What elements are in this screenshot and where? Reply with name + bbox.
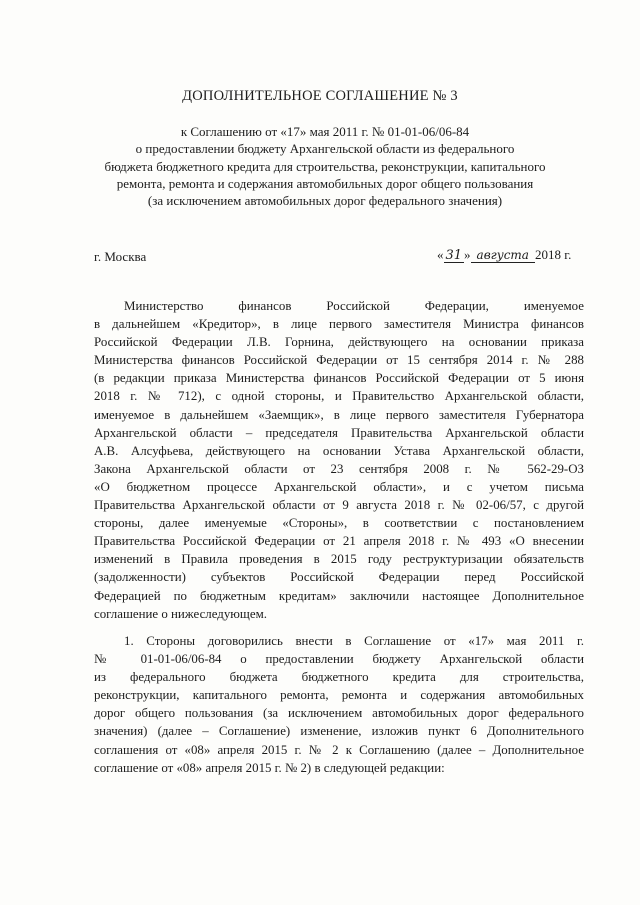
paragraph-line: дорог общего пользования (за исключением автомобильных дорог федерального [94,706,584,721]
subtitle-line: (за исключением автомобильных дорог федерального значения) [147,193,503,209]
paragraph-line: значения) (далее – Соглашение) изменение, изложив пункт 6 Дополнительного [94,724,584,739]
paragraph-line: 2018 г. № 712), с одной стороны, и Правительство Архангельской области, [94,389,584,404]
date-month-handwritten: августа [471,249,535,263]
paragraph-line: Правительства Архангельской области от 9 августа 2018 г. № 02-06/57, с другой [94,498,584,513]
paragraph-line: Министерства финансов Российской Федерации от 15 сентября 2014 г. № 288 [94,353,584,368]
signing-place: г. Москва [94,249,147,264]
date-day-handwritten: 31 [445,248,463,263]
subtitle-line: ремонта, ремонта и содержания автомобильных дорог общего пользования [116,175,534,191]
date-open-quote: « [437,247,444,262]
paragraph-line: именуемое в дальнейшем «Заемщик», в лице первого заместителя Губернатора [94,407,584,422]
document-subtitle [95,123,555,209]
paragraph-line: соглашение от «08» апреля 2015 г. № 2) в следующей редакции: [94,760,445,775]
subtitle-line: к Соглашению от «17» мая 2011 г. № 01-01-06/06-84 [180,124,470,139]
paragraph-line: «О бюджетном процессе Архангельской области», и с учетом письма [94,479,584,494]
paragraph-line: (в редакции приказа Министерства финансов Российской Федерации от 5 июня [94,371,584,386]
date-close-quote: » [464,247,471,262]
clause-1-paragraph [94,632,584,777]
paragraph-line: Российской Федерации Л.В. Горнина, действующего на основании приказа [94,335,584,350]
paragraph-line: соглашения от «08» апреля 2015 г. № 2 к Соглашению (далее – Дополнительное [94,742,584,757]
subtitle-line: о предоставлении бюджету Архангельской области из федерального [135,141,515,157]
paragraph-line: № 01-01-06/06-84 о предоставлении бюджету Архангельской области [94,652,584,667]
preamble-paragraph [94,297,584,623]
paragraph-line: (задолженности) субъектов Российской Федерации перед Российской [94,570,584,585]
paragraph-line: в дальнейшем «Кредитор», в лице первого заместителя Министра финансов [94,317,584,332]
subtitle-line: бюджета бюджетного кредита для строительства, реконструкции, капитального [104,158,546,174]
paragraph-line: А.В. Алсуфьева, действующего на основании Устава Архангельской области, [94,443,584,458]
paragraph-line: стороны, далее именуемые «Стороны», в соответствии с постановлением [94,516,584,531]
paragraph-line: Федерацией по бюджетным кредитам» заключили настоящее Дополнительное [94,588,584,603]
paragraph-line: Закона Архангельской области от 23 сентября 2008 г. № 562-29-ОЗ [94,461,584,476]
paragraph-line: реконструкции, капитального ремонта, ремонта и содержания автомобильных [94,688,584,703]
paragraph-line: Архангельской области – председателя Правительства Архангельской области [94,425,584,440]
document-title: ДОПОЛНИТЕЛЬНОЕ СОГЛАШЕНИЕ № 3 [182,88,458,104]
paragraph-line: Министерство финансов Российской Федерации, именуемое [124,299,584,313]
paragraph-line: из федерального бюджета бюджетного кредита для строительства, [94,670,584,685]
signing-date [437,247,571,263]
paragraph-line: соглашение о нижеследующем. [94,606,267,621]
paragraph-line: Правительства Российской Федерации от 21 апреля 2018 г. № 493 «О внесении [94,534,584,549]
paragraph-line: 1. Стороны договорились внести в Соглашение от «17» мая 2011 г. [124,634,584,648]
paragraph-line: изменений в Правила проведения в 2015 году реструктуризации обязательств [94,552,584,567]
date-year: 2018 г. [534,247,572,262]
